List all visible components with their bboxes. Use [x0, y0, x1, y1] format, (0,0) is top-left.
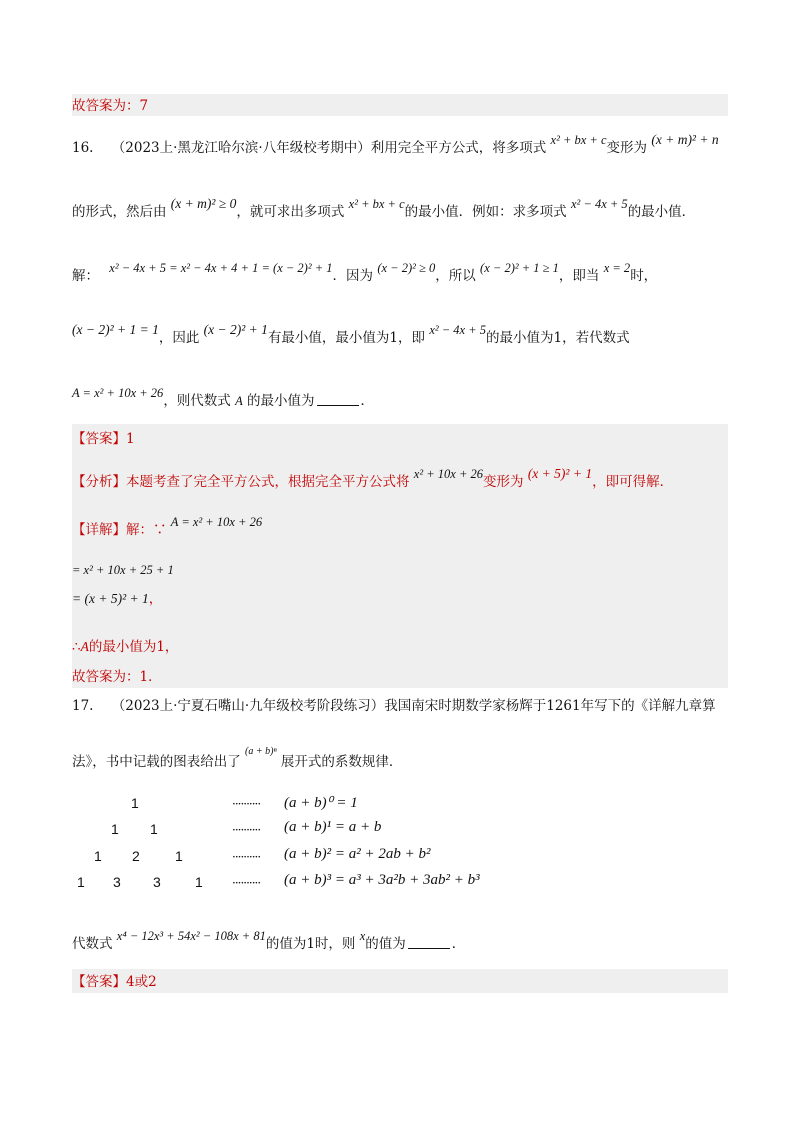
ans16-analysis-poly: x² + 10x + 26: [413, 467, 484, 481]
ans16-analysis-tag: 【分析】: [72, 474, 126, 490]
triangle-row-0-dots: ··········: [232, 797, 261, 811]
q17-ask-a: 代数式: [72, 936, 113, 952]
q16-l5-period: ．: [360, 393, 375, 409]
q17-intro: 我国南宋时期数学家杨辉于1261年写下的《详解九章算: [384, 698, 716, 714]
triangle-row-2-dots: ··········: [232, 850, 261, 864]
ans16-analysis: [72, 466, 674, 492]
q17-number: 17.: [72, 698, 94, 714]
triangle-row-0-num-0: 1: [131, 795, 139, 811]
q16-l5-text: ，则代数式: [163, 393, 231, 409]
q16-example-poly: x² − 4x + 5: [570, 197, 628, 211]
q17-power: (a + b)ⁿ: [245, 746, 277, 757]
q16-sol-c1: (x − 2)² ≥ 0: [377, 261, 436, 275]
ans16-detail: [72, 515, 263, 540]
ans16-conclusion-b: 的最小值为1，: [88, 639, 179, 655]
q16-line4: [72, 322, 630, 348]
triangle-row-0-eq: (a + b)⁰ = 1: [284, 795, 358, 811]
ans17-answer: [72, 972, 157, 992]
triangle-row-3-num-3: 1: [195, 874, 203, 890]
triangle-row-2-num-1: 2: [132, 848, 140, 864]
q16-line2-a: 的形式，然后由: [72, 204, 167, 220]
q16-l4-a: ，因此: [158, 330, 200, 346]
q17-ask: [72, 929, 466, 954]
ans16-detail-a: 解：∵: [126, 522, 167, 538]
q16-poly2: x² + bx + c: [348, 197, 405, 211]
q16-l4-eq: (x − 2)² + 1 = 1: [72, 322, 159, 337]
q17-ask-end: ．: [451, 936, 466, 952]
q16-solution-line: [72, 261, 658, 286]
q16-l5-end: 的最小值为: [247, 393, 315, 409]
ans16-step1: = x² + 10x + 25 + 1: [72, 563, 174, 577]
ans16-conclusion-a: ∴: [72, 639, 81, 655]
q16-sol-x: x = 2: [603, 261, 631, 275]
q16-number: 16.: [72, 140, 94, 156]
q16-sol-d: ，所以: [435, 268, 476, 284]
ans16-step2-line: [72, 589, 162, 609]
ans17-band: [72, 969, 728, 993]
triangle-row-1-eq: (a + b)¹ = a + b: [284, 819, 382, 835]
triangle-row-1-num-0: 1: [111, 821, 119, 837]
ans16-detail-eq: A = x² + 10x + 26: [170, 515, 263, 529]
ans16-conclusion: [72, 637, 178, 657]
triangle-row-1-dots: ··········: [232, 823, 261, 837]
prev-answer: 故答案为：7: [72, 98, 149, 114]
ans16-step2-end: ，: [148, 591, 163, 607]
q17-ask-c: 的值为: [365, 936, 406, 952]
triangle-row-1-num-1: 1: [150, 821, 158, 837]
q16-line1: [72, 132, 719, 158]
q16-form: (x + m)² + n: [651, 132, 719, 147]
q17-line2-b: 展开式的系数规律．: [280, 754, 403, 770]
triangle-row-2-eq: (a + b)² = a² + 2ab + b²: [284, 846, 431, 862]
ans16-analysis-b: 变形为: [483, 474, 524, 490]
q16-l4-expr: (x − 2)² + 1: [203, 322, 268, 337]
q16-sol-b: ．因为: [332, 268, 374, 284]
ans16-conclusion-a-var: A: [80, 639, 89, 654]
ans16-final: 故答案为：1．: [72, 669, 162, 685]
q16-poly1: x² + bx + c: [550, 133, 607, 147]
q16-sol-label: 解：: [72, 268, 99, 284]
ans17-answer-tag: 【答案】: [72, 974, 126, 990]
q17-ask-b: 的值为1时，则: [265, 936, 356, 952]
triangle-row-2-num-2: 1: [175, 848, 183, 864]
triangle-row-3-num-1: 3: [113, 874, 121, 890]
ans16-analysis-c: ，即可得解．: [592, 474, 674, 490]
q16-intro: 利用完全平方公式，将多项式: [370, 140, 547, 156]
q16-l4-c: 的最小值为1，若代数式: [486, 330, 630, 346]
ans16-answer-val: 1: [126, 431, 135, 447]
triangle-row-2-num-0: 1: [94, 848, 102, 864]
q16-line2-d: 的最小值．: [627, 204, 696, 220]
ans16-answer-tag: 【答案】: [72, 431, 126, 447]
q16-line2-c: 的最小值．例如：求多项式: [404, 204, 567, 220]
q16-transform: 变形为: [606, 140, 648, 156]
ans16-answer: [72, 429, 135, 449]
q16-line2: [72, 196, 696, 222]
q16-l4-poly: x² − 4x + 5: [429, 323, 487, 337]
q17-line2: [72, 746, 403, 774]
q16-l4-b: 有最小值，最小值为1，即: [267, 330, 426, 346]
q16-line5: [72, 386, 375, 411]
q16-sol-f: 时，: [630, 268, 658, 284]
q16-l5-eq: A = x² + 10x + 26: [72, 386, 164, 400]
q17-line1: [72, 696, 716, 716]
q16-sol-c2: (x − 2)² + 1 ≥ 1: [480, 261, 559, 275]
ans16-step2: = (x + 5)² + 1: [72, 591, 149, 606]
triangle-row-3-eq: (a + b)³ = a³ + 3a²b + 3ab² + b³: [284, 872, 480, 888]
q16-line2-b: ，就可求出多项式: [236, 204, 345, 220]
prev-answer-band: [72, 94, 728, 116]
triangle-row-3-dots: ··········: [232, 876, 261, 890]
triangle-row-3-num-2: 3: [153, 874, 161, 890]
answer-blank: [317, 393, 359, 406]
q17-ask-x: x: [359, 929, 366, 943]
q16-sol-e: ，即当: [558, 268, 600, 284]
q17-source: （2023上·宁夏石嘴山·九年级校考阶段练习）: [111, 698, 385, 714]
ans17-answer-val: 4或2: [126, 974, 157, 990]
q17-line2-a: 法》，书中记载的图表给出了: [72, 754, 241, 770]
q16-sol-eq: x² − 4x + 5 = x² − 4x + 4 + 1 = (x − 2)² + 1: [109, 261, 333, 275]
q17-ask-poly: x⁴ − 12x³ + 54x² − 108x + 81: [116, 929, 266, 943]
ans16-analysis-a: 本题考查了完全平方公式，根据完全平方公式将: [126, 474, 410, 490]
triangle-row-3-num-0: 1: [77, 874, 85, 890]
q16-l5-a: A: [235, 394, 243, 408]
q16-cond: (x + m)² ≥ 0: [170, 196, 237, 211]
ans16-detail-tag: 【详解】: [72, 522, 126, 538]
ans16-analysis-form: (x + 5)² + 1: [527, 466, 593, 481]
q17-answer-blank: [408, 936, 450, 949]
q16-source: （2023上·黑龙江哈尔滨·八年级校考期中）: [111, 140, 371, 156]
